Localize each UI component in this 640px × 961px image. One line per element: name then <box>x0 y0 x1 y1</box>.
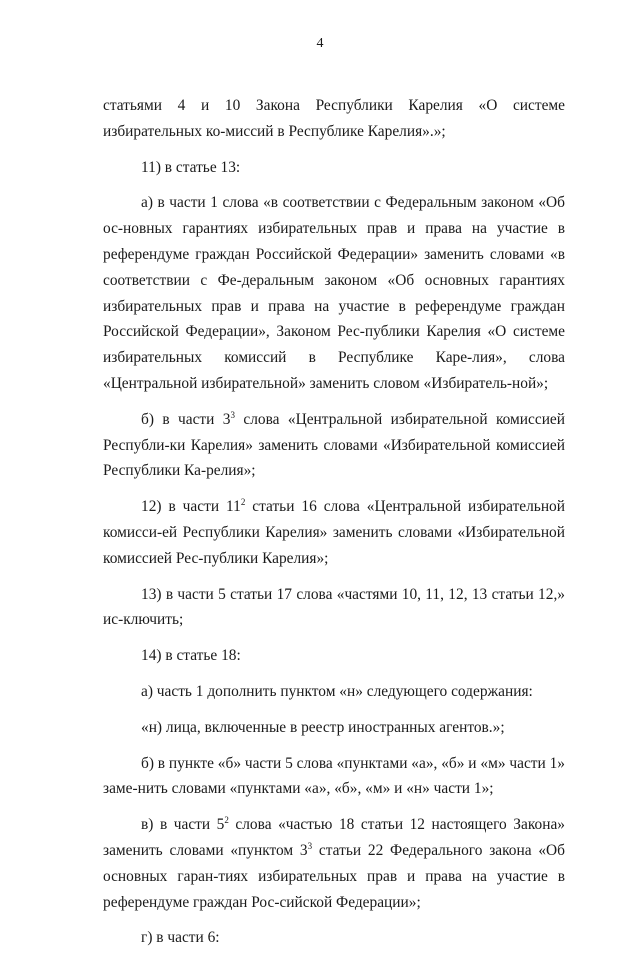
paragraph: б) в части $3^3$ слова «Центральной избирательной комиссией Республи-ки Карелия» заменить словами «Избирательной комиссией Республики Ка-релия»; <box>103 409 566 480</box>
paragraph: «н) лица, включенные в реестр иностранных агентов.»; <box>141 718 505 736</box>
paragraph: в) в части $5^2$ слова «частью 18 статьи 12 настоящего Закона» заменить словами «пунктом $3^3$ статьи 22 Федерального закона «Об основных гаран-тиях избирательных прав и права на участие в референдуме граждан Рос-сийской Федерации»; <box>103 815 565 911</box>
paragraph: 13) в части 5 статьи 17 слова «частями 10, 11, 12, 13 статьи 12,» ис-ключить; <box>103 585 565 629</box>
paragraph: статьями 4 и 10 Закона Республики Карелия «О системе избирательных ко-миссий в Республике Карелия».»; <box>103 97 565 140</box>
paragraph: 12) в части $11^2$ статьи 16 слова «Центральной избирательной комисси-ей Республики Карелия» заменить словами «Избирательной комиссией Рес-публики Карелия»; <box>103 497 565 567</box>
document-body <box>103 93 565 961</box>
paragraph: 14) в статье 18: <box>141 647 241 665</box>
paragraph: 11) в статье 13: <box>141 158 241 176</box>
paragraph: а) в части 1 слова «в соответствии с Федеральным законом «Об ос-новных гарантиях избирательных прав и права на участие в референдуме граждан Российской Федерации» заменить словами «в соответствии с Фе-деральным законом «Об основных гарантиях избирательных прав и права на участие в референдуме граждан Российской Федерации», Законом Рес-публики Карелия «О системе избирательных комиссий в Республике Каре-лия», слова «Центральной избирательной» заменить словом «Избиратель-ной»; <box>103 194 565 392</box>
page-number: 4 <box>316 36 324 51</box>
paragraph: г) в части 6: <box>141 929 220 947</box>
paragraph: б) в пункте «б» части 5 слова «пунктами «а», «б» и «м» части 1» заме-нить словами «пунктами «а», «б», «м» и «н» части 1»; <box>103 754 565 798</box>
paragraph: а) часть 1 дополнить пунктом «н» следующего содержания: <box>141 682 533 700</box>
